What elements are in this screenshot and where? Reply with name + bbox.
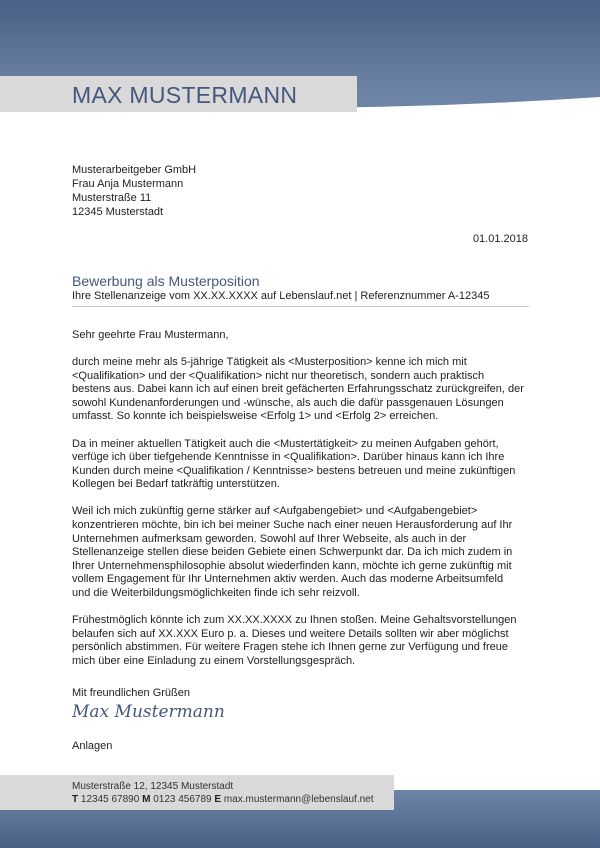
paragraph-4 bbox=[72, 614, 534, 668]
recipient-company: Musterarbeitgeber GmbH bbox=[72, 164, 197, 176]
footer-contact-line bbox=[72, 793, 374, 806]
closing: Mit freundlichen Grüßen bbox=[72, 687, 190, 699]
paragraph-line: persönlich abstimmen. Für weitere Fragen stehe ich Ihnen gerne zur Verfügung und freue bbox=[72, 641, 508, 654]
letter-date: 01.01.2018 bbox=[472, 233, 528, 245]
paragraph-3 bbox=[72, 505, 534, 600]
paragraph-line: Da in meiner aktuellen Tätigkeit auch die <Mustertätigkeit> zu meinen Aufgaben gehört, bbox=[72, 437, 499, 450]
subject-divider bbox=[72, 306, 529, 307]
email-label: E bbox=[214, 794, 222, 805]
paragraph-line: <Qualifikation> und der <Qualifikation> nicht nur theoretisch, sondern auch praktisch bbox=[72, 369, 485, 382]
subject-reference: Ihre Stellenanzeige vom XX.XX.XXXX auf Lebenslauf.net | Referenznummer A-12345 bbox=[72, 290, 490, 302]
paragraph-line: bestens aus. Dabei kann ich auf einen breit gefächerten Erfahrungsschatz zurückgreifen, der bbox=[72, 383, 524, 396]
paragraph-1 bbox=[72, 356, 534, 424]
email-address: max.mustermann@lebenslauf.net bbox=[223, 794, 374, 805]
mobile-number: 0123 456789 bbox=[153, 794, 212, 805]
paragraph-line: umfasst. So konnte ich beispielsweise <Erfolg 1> und <Erfolg 2> erreichen. bbox=[72, 410, 439, 423]
letter-body bbox=[72, 329, 534, 682]
phone-number: 12345 67890 bbox=[80, 794, 140, 805]
recipient-city: 12345 Musterstadt bbox=[72, 206, 164, 218]
paragraph-line: und die Weiterbildungsmöglichkeiten finde ich sehr reizvoll. bbox=[72, 587, 360, 599]
paragraph-line: sowohl Kundenanforderungen und -wünsche, als auch die dafür passgenauen Lösungen bbox=[72, 396, 504, 409]
paragraph-line: Frühestmöglich könnte ich zum XX.XX.XXXX zu Ihnen stoßen. Meine Gehaltsvorstellungen bbox=[72, 614, 517, 627]
paragraph-line: Unternehmen aufmerksam geworden. Sowohl auf Ihrer Webseite, als auch in der bbox=[72, 532, 467, 545]
paragraph-line: Kunden durch meine <Qualifikation / Kenntnisse> bestens betreuen und meine zukünftigen bbox=[72, 464, 516, 477]
subject-title: Bewerbung als Musterposition bbox=[72, 273, 260, 289]
paragraph-line: vollem Engagement für Ihr Unternehmen aktiv werden. Auch das moderne Arbeitsumfeld bbox=[72, 573, 504, 586]
paragraph-line: mich über eine Einladung zu einem Vorstellungsgespräch. bbox=[72, 654, 356, 667]
paragraph-line: Weil ich mich zukünftig gerne stärker auf <Aufgabengebiet> und <Aufgabengebiet> bbox=[72, 505, 478, 518]
paragraph-line: Ihrer Unternehmensphilosophie absolut wiederfinden kann, möchte ich gerne zukünftig mit bbox=[72, 559, 512, 572]
recipient-address bbox=[72, 163, 196, 219]
paragraph-line: verfüge ich über tiefgehende Kenntnisse in <Qualifikation>. Darüber hinaus kann ich Ihre bbox=[72, 451, 505, 464]
salutation: Sehr geehrte Frau Mustermann, bbox=[72, 329, 229, 341]
attachments: Anlagen bbox=[72, 740, 113, 752]
recipient-street: Musterstraße 11 bbox=[72, 192, 152, 204]
paragraph-line: belaufen sich auf XX.XXX Euro p. a. Dieses und weitere Details sollten wir aber möglichst bbox=[72, 627, 509, 640]
paragraph-line: konzentrieren möchte, bin ich bei meiner Suche nach einer neuen Herausforderung auf Ihr bbox=[72, 519, 513, 532]
paragraph-line: durch meine mehr als 5-jährige Tätigkeit als <Musterposition> kenne ich mich mit bbox=[72, 356, 467, 369]
recipient-person: Frau Anja Mustermann bbox=[72, 178, 184, 190]
paragraph-2 bbox=[72, 438, 534, 492]
footer-contact bbox=[72, 780, 374, 806]
footer-address: Musterstraße 12, 12345 Musterstadt bbox=[72, 781, 234, 792]
applicant-name: MAX MUSTERMANN bbox=[72, 82, 298, 108]
signature: Max Mustermann bbox=[72, 702, 225, 722]
phone-label: T bbox=[72, 794, 79, 805]
paragraph-line: Stellenanzeige stellen diese beiden Gebiete einen Schwerpunkt dar. Da ich mich zudem in bbox=[72, 546, 513, 559]
paragraph-line: Kollegen bei Bedarf tatkräftig unterstützen. bbox=[72, 478, 280, 491]
mobile-label: M bbox=[142, 794, 151, 805]
